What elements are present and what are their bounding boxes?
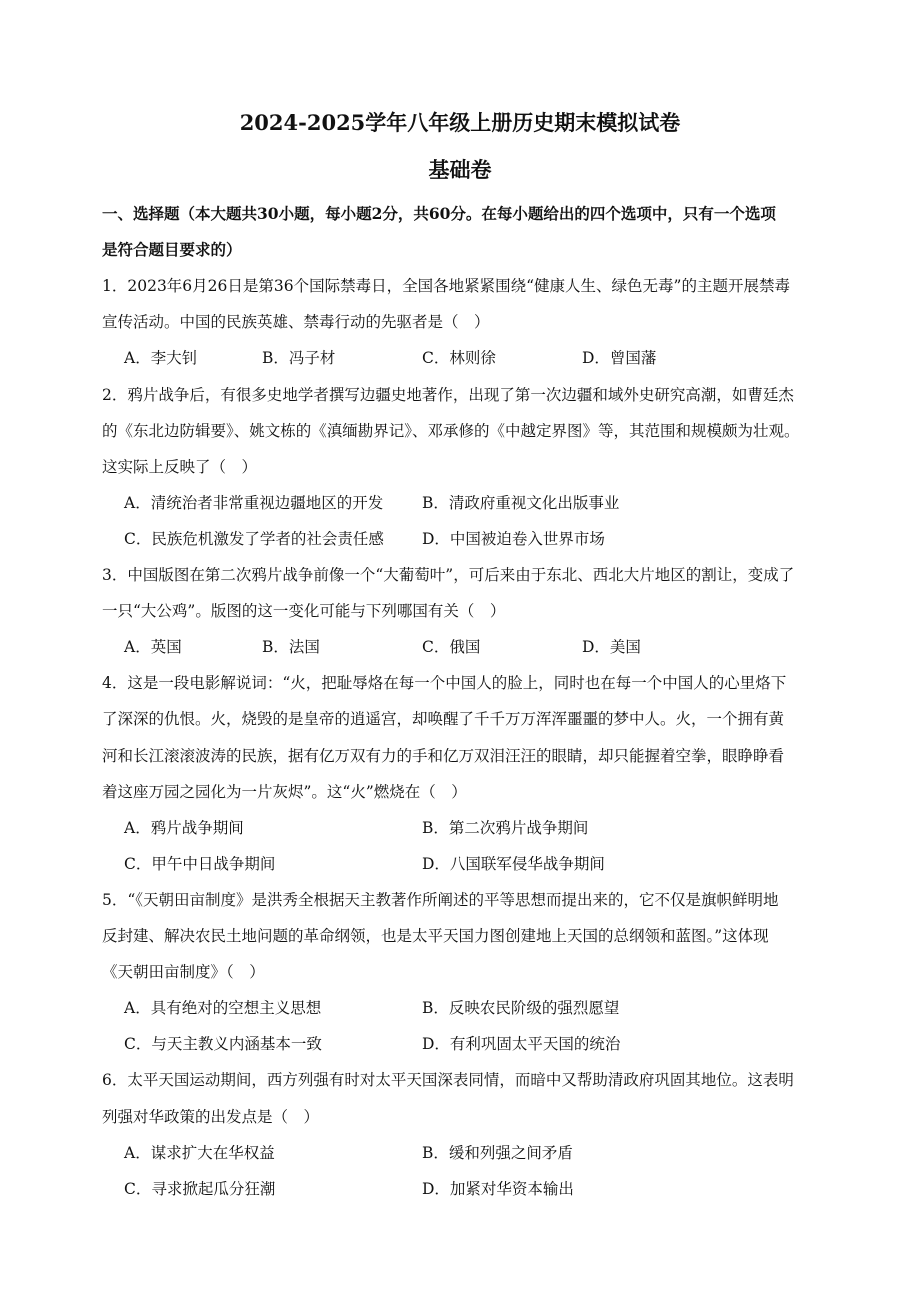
page-title: 2024-2025学年八年级上册历史期末模拟试卷	[239, 110, 681, 135]
question-text-line: 了深深的仇恨。火，烧毁的是皇帝的逍遥宫，却唤醒了千千万万浑浑噩噩的梦中人。火，一个拥有黄	[102, 710, 785, 728]
answer-option[interactable]: D．八国联军侵华战争期间	[422, 855, 605, 873]
answer-option[interactable]: A．李大钊	[124, 349, 198, 367]
question-text-line: 5．“《天朝田亩制度》是洪秀全根据天主教著作所阐述的平等思想而提出来的，它不仅是旗帜鲜明地	[102, 891, 779, 909]
answer-option[interactable]: D．曾国藩	[582, 349, 657, 367]
question-text-line: 《天朝田亩制度》（ ）	[102, 963, 265, 981]
answer-option[interactable]: D．中国被迫卷入世界市场	[422, 530, 605, 548]
question-text-line: 4．这是一段电影解说词：“火，把耻辱烙在每一个中国人的脸上，同时也在每一个中国人的心里烙下	[102, 674, 787, 692]
answer-option[interactable]: C．与天主教义内涵基本一致	[124, 1035, 322, 1053]
section-heading-line: 是符合题目要求的）	[102, 240, 242, 259]
answer-option[interactable]: A．鸦片战争期间	[124, 819, 244, 837]
answer-option[interactable]: B．反映农民阶级的强烈愿望	[422, 999, 620, 1017]
question-text-line: 河和长江滚滚波涛的民族，据有亿万双有力的手和亿万双泪汪汪的眼睛，却只能握着空拳，眼睁睁看	[102, 747, 785, 765]
answer-option[interactable]: A．具有绝对的空想主义思想	[124, 999, 322, 1017]
answer-option[interactable]: B．清政府重视文化出版事业	[422, 494, 620, 512]
answer-option[interactable]: C．林则徐	[422, 349, 496, 367]
question-text-line: 一只“大公鸡”。版图的这一变化可能与下列哪国有关（ ）	[102, 602, 506, 620]
answer-option[interactable]: B．法国	[262, 638, 320, 656]
question-text-line: 3．中国版图在第二次鸦片战争前像一个“大葡萄叶”，可后来由于东北、西北大片地区的割让，变成了	[102, 566, 795, 584]
answer-option[interactable]: C．俄国	[422, 638, 481, 656]
question-text-line: 这实际上反映了（ ）	[102, 458, 258, 476]
question-text-line: 2．鸦片战争后，有很多史地学者撰写边疆史地著作，出现了第一次边疆和域外史研究高潮，如曹廷杰	[102, 386, 794, 404]
answer-option[interactable]: D．加紧对华资本输出	[422, 1180, 574, 1198]
answer-option[interactable]: C．甲午中日战争期间	[124, 855, 276, 873]
question-text-line: 1．2023年6月26日是第36个国际禁毒日，全国各地紧紧围绕“健康人生、绿色无毒”的主题开展禁毒	[102, 277, 790, 295]
answer-option[interactable]: B．冯子材	[262, 349, 336, 367]
answer-option[interactable]: A．清统治者非常重视边疆地区的开发	[124, 494, 384, 512]
answer-option[interactable]: A．谋求扩大在华权益	[124, 1144, 275, 1162]
answer-option[interactable]: B．第二次鸦片战争期间	[422, 819, 589, 837]
question-text-line: 6．太平天国运动期间，西方列强有时对太平天国深表同情，而暗中又帮助清政府巩固其地位。这表明	[102, 1071, 794, 1089]
question-text-line: 着这座万园之园化为一片灰烬”。这“火”燃烧在（ ）	[102, 783, 467, 801]
section-heading-line: 一、选择题（本大题共30小题，每小题2分，共60分。在每小题给出的四个选项中，只有一个选项	[102, 204, 776, 223]
answer-option[interactable]: C．寻求掀起瓜分狂潮	[124, 1180, 276, 1198]
question-text-line: 列强对华政策的出发点是（ ）	[102, 1108, 320, 1126]
answer-option[interactable]: D．美国	[582, 638, 641, 656]
answer-option[interactable]: C．民族危机激发了学者的社会责任感	[124, 530, 384, 548]
answer-option[interactable]: A．英国	[124, 638, 182, 656]
page-subtitle: 基础卷	[428, 157, 492, 182]
question-text-line: 的《东北边防辑要》、姚文栋的《滇缅勘界记》、邓承修的《中越定界图》等，其范围和规模颇为壮观。	[102, 422, 800, 440]
question-text-line: 宣传活动。中国的民族英雄、禁毒行动的先驱者是（ ）	[102, 313, 490, 331]
answer-option[interactable]: B．缓和列强之间矛盾	[422, 1144, 573, 1162]
answer-option[interactable]: D．有利巩固太平天国的统治	[422, 1035, 621, 1053]
question-text-line: 反封建、解决农民土地问题的革命纲领，也是太平天国力图创建地上天国的总纲领和蓝图。”这体现	[102, 927, 769, 945]
